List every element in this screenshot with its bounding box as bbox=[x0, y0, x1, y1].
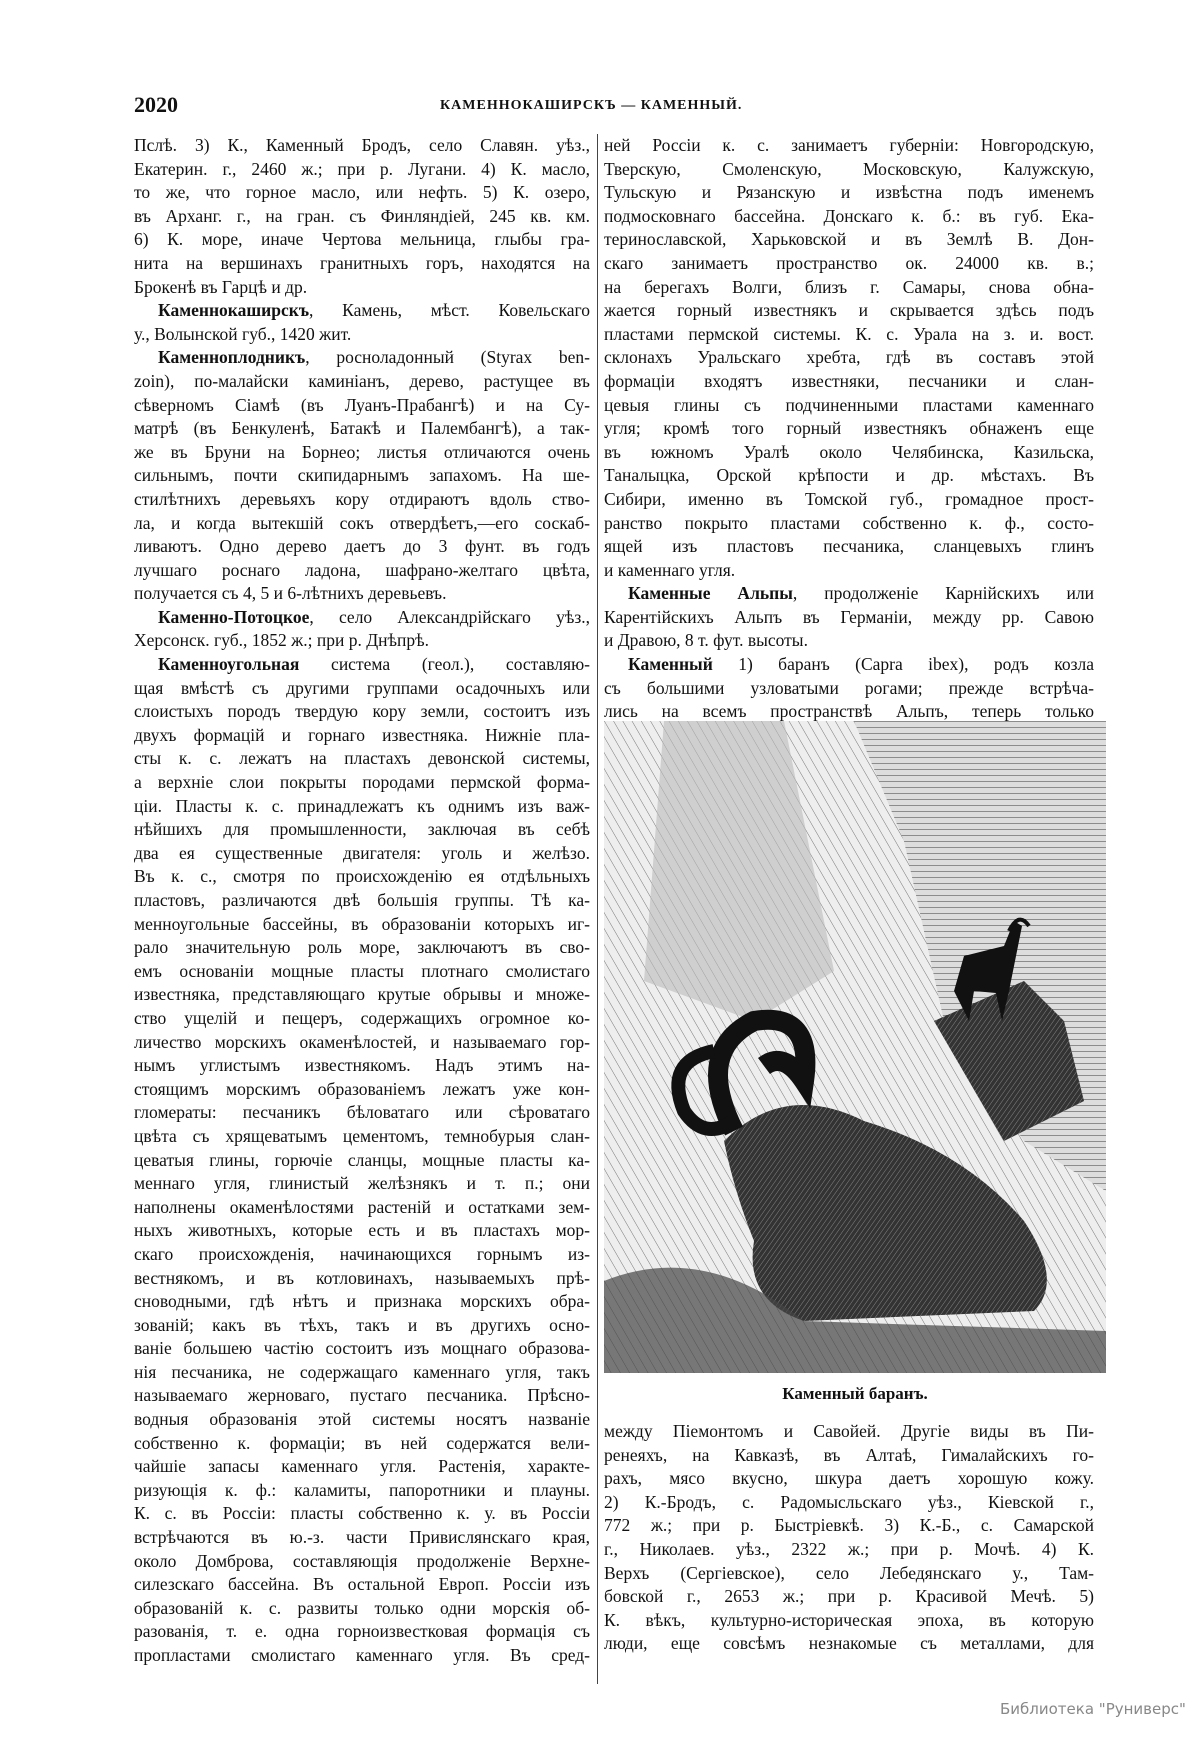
text-line: бовской г., 2653 ж.; при р. Красивой Мечѣ. 5) bbox=[604, 1586, 1094, 1607]
text-line: Карентійскихъ Альпъ въ Германіи, между рр. Савою bbox=[604, 606, 1094, 627]
text-line: ней Россіи к. с. занимаетъ губерніи: Новгородскую, bbox=[604, 135, 1094, 155]
text-line: въ Арханг. г., на гран. съ Финляндіей, 245 кв. км. bbox=[134, 205, 590, 226]
text-line: 2) К.-Бродъ, с. Радомысльскаго уѣз., Кіевской г., bbox=[604, 1491, 1094, 1512]
text-line: люди, еще совсѣмъ незнакомые съ металлами, для bbox=[604, 1633, 1094, 1654]
text-line: лучшаго роснаго ладона, шафрано-желтаго цвѣта, bbox=[134, 559, 590, 580]
text-line: силезскаго бассейна. Въ остальной Европ. Россіи изъ bbox=[134, 1574, 590, 1595]
text-line: ранство покрыто пластами собственно к. ф., состо- bbox=[604, 512, 1094, 533]
text-line: ціи. Пласты к. с. принадлежатъ къ однимъ изъ важ- bbox=[134, 795, 590, 816]
text-line bbox=[134, 299, 590, 323]
text-line: склонахъ Уральскаго хребта, гдѣ въ составъ этой bbox=[604, 347, 1094, 368]
text-line: теринославской, Харьковской и въ Землѣ В. Дон- bbox=[604, 229, 1094, 250]
text-line bbox=[134, 606, 590, 630]
left-column bbox=[134, 134, 590, 1668]
text-line: наполнены окаменѣлостями растеній и остатками зем- bbox=[134, 1196, 590, 1217]
column-divider bbox=[597, 134, 598, 1684]
text-line: Таналыцка, Орской крѣпости и др. мѣстахъ. Въ bbox=[604, 465, 1094, 486]
entry-headword: Каменные Альпы bbox=[628, 583, 793, 604]
text-line: ваніе большею частію состоитъ изъ мощнаго образова- bbox=[134, 1338, 590, 1359]
text-line: менноугольные бассейны, въ образованіи которыхъ иг- bbox=[134, 913, 590, 934]
text-line: разованія, т. е. одна горноизвестковая формація съ bbox=[134, 1621, 590, 1642]
text-line: К. с. въ Россіи: пласты собственно к. у. въ Россіи bbox=[134, 1503, 590, 1524]
text-line: пропластами смолистаго каменнаго угля. Въ сред- bbox=[134, 1645, 590, 1665]
text-line: и каменнаго угля. bbox=[604, 559, 736, 580]
text-line: щая вмѣстѣ съ другими группами осадочныхъ или bbox=[134, 677, 590, 698]
text-line: Екатерин. г., 2460 ж.; при р. Лугани. 4) К. масло, bbox=[134, 158, 590, 179]
text-line: цеватыя глины, горючіе сланцы, мощные пласты ка- bbox=[134, 1149, 590, 1170]
text-line: получается съ 4, 5 и 6-лѣтнихъ деревьевъ. bbox=[134, 583, 447, 604]
text-line: же въ Бруни на Борнео; листья отличаются очень bbox=[134, 441, 590, 462]
text-line: то же, что горное масло, или нефть. 5) К. озеро, bbox=[134, 182, 590, 203]
text-line: стилѣтнихъ деревьяхъ кору отдираютъ вдоль ство- bbox=[134, 488, 590, 509]
right-column-bottom bbox=[604, 1420, 1094, 1656]
text-line: скаго происхожденія, начинающихся горнымъ из- bbox=[134, 1243, 590, 1264]
text-line: формаціи входятъ известняки, песчаники и слан- bbox=[604, 370, 1094, 391]
text-line: подмосковнаго бассейна. Донскаго к. б.: въ губ. Ека- bbox=[604, 205, 1094, 226]
text-line: пластами пермской системы. К. с. Урала на з. и. вост. bbox=[604, 323, 1094, 344]
text-line: Брокенѣ въ Гарцѣ и др. bbox=[134, 276, 308, 297]
text-line: стоящимъ морскимъ образованіемъ лежатъ уже кон- bbox=[134, 1078, 590, 1099]
text-line: Пслѣ. 3) К., Каменный Бродъ, село Славян. уѣз., bbox=[134, 135, 590, 155]
text-line: нѣйшихъ для промышленности, заключая въ себѣ bbox=[134, 819, 590, 840]
text-line: зованій; какъ въ тѣхъ, такъ и въ другихъ осно- bbox=[134, 1314, 590, 1335]
text-line: собственно к. формаціи; въ ней содержатся вели- bbox=[134, 1432, 590, 1453]
text-line: двухъ формацій и горнаго известняка. Нижніе пла- bbox=[134, 724, 590, 745]
entry-text: , росноладонный (Styrax ben- bbox=[305, 347, 590, 368]
text-line: матрѣ (въ Бенкуленѣ, Батакѣ и Палембангѣ), а так- bbox=[134, 418, 590, 439]
text-line bbox=[604, 582, 1094, 606]
text-line: Верхъ (Сергіевское), село Лебедянскаго у., Там- bbox=[604, 1562, 1094, 1583]
text-line: слоистыхъ породъ твердую кору земли, состоитъ изъ bbox=[134, 701, 590, 722]
text-line: известняка, представляющаго крутые обрывы и множе- bbox=[134, 984, 590, 1005]
text-line bbox=[604, 653, 1094, 677]
text-line: встрѣчаются въ ю.-з. части Привислянскаго края, bbox=[134, 1527, 590, 1548]
entry-text: , продолженіе Карнійскихъ или bbox=[792, 583, 1094, 604]
text-line: цвѣта съ хрящеватымъ цементомъ, темнобурыя слан- bbox=[134, 1125, 590, 1146]
text-line: чайшіе запасы каменнаго угля. Растенія, характе- bbox=[134, 1456, 590, 1477]
text-line: личество морскихъ окаменѣлостей, и называемаго гор- bbox=[134, 1031, 590, 1052]
text-line: сноводными, гдѣ нѣтъ и признака морскихъ обра- bbox=[134, 1291, 590, 1312]
text-line: у., Волынской губ., 1420 жит. bbox=[134, 323, 352, 344]
text-line: нія песчаника, не содержащаго каменнаго угля, такъ bbox=[134, 1361, 590, 1382]
text-line: водныя образованія этой системы носятъ названіе bbox=[134, 1409, 590, 1430]
text-line: гломераты: песчаникъ бѣловатаго или сѣроватаго bbox=[134, 1102, 590, 1123]
text-line: образованій к. с. развиты только одни морскія об- bbox=[134, 1597, 590, 1618]
text-line: съ большими узловатыми рогами; прежде встрѣча- bbox=[604, 677, 1094, 698]
text-line: два ея существенные двигателя: уголь и желѣзо. bbox=[134, 842, 590, 863]
text-line: и Дравою, 8 т. фут. высоты. bbox=[604, 630, 808, 651]
text-line: называемаго жерноваго, пустаго песчаника. Прѣсно- bbox=[134, 1385, 590, 1406]
text-line: ренеяхъ, на Кавказѣ, въ Алтаѣ, Гималайскихъ го- bbox=[604, 1444, 1094, 1465]
text-line: пластовъ, различаются двѣ большія группы. Тѣ ка- bbox=[134, 890, 590, 910]
text-line: Сибири, именно въ Томской губ., громадное прост- bbox=[604, 488, 1094, 509]
text-line: въ южномъ Уралѣ около Челябинска, Казильска, bbox=[604, 441, 1094, 462]
text-line: меннаго угля, глинистый желѣзнякъ и т. п.; они bbox=[134, 1173, 590, 1194]
entry-text: , село Александрійскаго уѣз., bbox=[309, 606, 590, 627]
text-line: К. вѣкъ, культурно-историческая эпоха, въ которую bbox=[604, 1609, 1094, 1630]
text-line: около Домброва, составляющія продолженіе Верхне- bbox=[134, 1550, 590, 1571]
entry-headword: Каменнокаширскъ bbox=[158, 300, 310, 321]
text-line: сѣверномъ Сіамѣ (въ Луанъ-Прабангѣ) и на Су- bbox=[134, 394, 590, 415]
text-line: скаго занимаетъ пространство ок. 24000 кв. в.; bbox=[604, 252, 1094, 273]
text-line: рахъ, мясо вкусно, шкура даетъ хорошую кожу. bbox=[604, 1468, 1094, 1489]
text-line: ящей изъ пластовъ песчаника, сланцевыхъ глинъ bbox=[604, 536, 1094, 557]
entry-headword: Каменноплодникъ bbox=[158, 347, 306, 368]
text-line: вестнякомъ, и въ котловинахъ, называемыхъ прѣ- bbox=[134, 1267, 590, 1288]
text-line: а верхніе слои покрыты породами пермской форма- bbox=[134, 772, 590, 793]
text-line: zoin), по-малайски каминіанъ, дерево, растущее въ bbox=[134, 370, 590, 391]
text-line bbox=[134, 346, 590, 370]
text-line: Въ к. с., смотря по происхожденію ея отдѣльныхъ bbox=[134, 866, 590, 887]
text-line: ризующія к. ф.: каламиты, папоротники и плауны. bbox=[134, 1479, 590, 1500]
entry-text: система (геол.), составляю- bbox=[299, 654, 590, 675]
text-line: нымъ углистымъ известнякомъ. Надъ этимъ на- bbox=[134, 1055, 590, 1076]
text-line: между Піемонтомъ и Савойей. Другіе виды въ Пи- bbox=[604, 1421, 1094, 1441]
text-line: ливаютъ. Одно дерево даетъ до 3 фунт. въ годъ bbox=[134, 536, 590, 557]
text-line: угля; кромѣ того горный известнякъ обнаженъ еще bbox=[604, 418, 1094, 439]
text-line: ла, и когда вытекшій сокъ отвердѣетъ,—его соскаб- bbox=[134, 512, 590, 533]
library-watermark: Библиотека "Руниверс" bbox=[1000, 1700, 1186, 1718]
text-line: Тульскую и Рязанскую и извѣстна подъ именемъ bbox=[604, 182, 1094, 203]
text-line: сты к. с. лежатъ на пластахъ девонской системы, bbox=[134, 748, 590, 769]
ibex-illustration bbox=[604, 721, 1106, 1373]
entry-text: , Камень, мѣст. Ковельскаго bbox=[309, 300, 590, 321]
entry-headword: Каменно-Потоцкое bbox=[158, 606, 310, 627]
text-line: ныхъ животныхъ, которые есть и въ пластахъ мор- bbox=[134, 1220, 590, 1241]
figure-caption: Каменный баранъ. bbox=[782, 1384, 928, 1403]
text-line: ство ущелій и пещеръ, содержащихъ огромное ко- bbox=[134, 1007, 590, 1028]
text-line: цевыя глины съ подчиненными пластами каменнаго bbox=[604, 394, 1094, 415]
running-title: КАМЕННОКАШИРСКЪ — КАМЕННЫЙ. bbox=[440, 98, 743, 113]
text-line: 6) К. море, иначе Чертова мельница, глыбы гра- bbox=[134, 229, 590, 250]
entry-headword: Каменный bbox=[628, 654, 713, 675]
text-line: рало значительную роль море, заключаютъ въ сво- bbox=[134, 937, 590, 958]
text-line: нита на вершинахъ гранитныхъ горъ, находятся на bbox=[134, 252, 590, 273]
text-line: Тверскую, Смоленскую, Московскую, Калужскую, bbox=[604, 158, 1094, 179]
right-column-top bbox=[604, 134, 1094, 724]
entry-headword: Каменноугольная bbox=[158, 654, 300, 675]
entry-text: 1) баранъ (Capra ibex), родъ козла bbox=[712, 654, 1094, 675]
text-line: жается горный известнякъ и скрывается здѣсь подъ bbox=[604, 300, 1094, 321]
text-line: Херсонск. губ., 1852 ж.; при р. Днѣпрѣ. bbox=[134, 630, 430, 651]
text-line: г., Николаев. уѣз., 2322 ж.; при р. Мочѣ. 4) К. bbox=[604, 1538, 1094, 1559]
text-line: емъ основаніи мощные пласты плотнаго смолистаго bbox=[134, 960, 590, 981]
text-line bbox=[134, 653, 590, 677]
text-line: лись на всемъ пространствѣ Альпъ, теперь только bbox=[604, 701, 1094, 722]
text-line: 772 ж.; при р. Быстріевкѣ. 3) К.-Б., с. Самарской bbox=[604, 1515, 1094, 1536]
text-line: на берегахъ Волги, близъ г. Самары, снова обна- bbox=[604, 276, 1094, 297]
page-number: 2020 bbox=[134, 92, 178, 117]
text-line: сильнымъ, почти скипидарнымъ запахомъ. На ше- bbox=[134, 465, 590, 486]
